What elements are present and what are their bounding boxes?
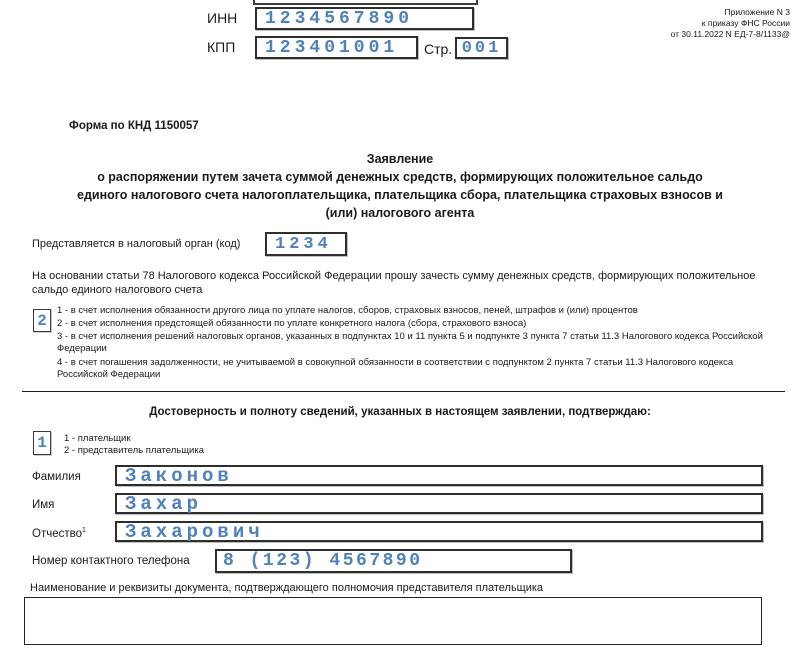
document-label: Наименование и реквизиты документа, подтверждающего полномочия представителя плательщика — [30, 582, 544, 594]
signer-choice-value: 1 — [37, 434, 47, 452]
appendix-line-1: Приложение N 3 — [724, 7, 790, 17]
inn-field[interactable] — [255, 7, 474, 30]
phone-value: 8 (123) 4567890 — [223, 551, 423, 571]
middle-name-label — [32, 527, 86, 540]
offset-option-3: 3 - в счет исполнения решений налоговых органов, указанных в подпунктах 10 и 11 пункта 5 и подпункте 3 пункта 7 статьи 11.3 Налогового кодекса Российской Федерации — [57, 331, 763, 354]
inn-label: ИНН — [207, 10, 238, 26]
middle-name-footnote-mark: 1 — [82, 527, 86, 534]
middle-name-value: Захарович — [125, 520, 264, 543]
signer-option-1: 1 - плательщик — [64, 433, 131, 444]
first-name-label: Имя — [32, 499, 55, 511]
tax-authority-code-value: 1234 — [275, 234, 332, 254]
first-name-field[interactable] — [115, 493, 763, 514]
form-title-line-1: Заявление — [366, 152, 434, 166]
page-field[interactable] — [455, 37, 508, 59]
form-title-line-2: о распоряжении путем зачета суммой денежных средств, формирующих положительное сальдо — [97, 170, 703, 184]
phone-field[interactable] — [215, 549, 572, 573]
cutoff-box-edge — [253, 0, 478, 5]
first-name-value: Захар — [125, 492, 203, 515]
section-divider — [22, 391, 785, 392]
page-label: Стр. — [424, 41, 453, 57]
offset-choice-options — [57, 305, 769, 382]
tax-authority-label: Представляется в налоговый орган (код) — [32, 238, 241, 250]
middle-name-field[interactable] — [115, 521, 763, 542]
form-code: Форма по КНД 1150057 — [69, 120, 199, 132]
signer-option-2: 2 - представитель плательщика — [64, 445, 204, 456]
offset-option-4: 4 - в счет погашения задолженности, не учитываемой в совокупной обязанности в соответствии с подпунктом 2 пункта 7 статьи 11.3 Налогового кодекса Российской Федерации — [57, 357, 734, 380]
last-name-value: Законов — [125, 464, 233, 487]
document-field[interactable] — [24, 597, 762, 645]
form-title — [0, 150, 800, 222]
appendix-note — [671, 7, 790, 40]
document-value — [25, 596, 33, 620]
confirmation-heading: Достоверность и полноту сведений, указанных в настоящем заявлении, подтверждаю: — [149, 406, 651, 418]
last-name-field[interactable] — [115, 465, 763, 486]
offset-option-2: 2 - в счет исполнения предстоящей обязанности по уплате конкретного налога (сбора, страхового взноса) — [57, 318, 527, 329]
page-value: 001 — [461, 38, 502, 58]
signer-choice-options — [64, 433, 204, 457]
appendix-line-2: к приказу ФНС России — [701, 18, 790, 28]
last-name-label: Фамилия — [32, 471, 81, 483]
form-title-line-3: единого налогового счета налогоплательщика, плательщика сбора, плательщика страховых взносов и — [77, 188, 723, 202]
kpp-value: 123401001 — [265, 37, 399, 58]
kpp-label: КПП — [207, 39, 236, 55]
kpp-field[interactable] — [255, 36, 418, 59]
basis-paragraph: На основании статьи 78 Налогового кодекса Российской Федерации прошу зачесть сумму денежных средств, формирующих положительное сальдо единого налогового счета — [32, 270, 756, 296]
signer-choice-field[interactable] — [33, 431, 51, 455]
offset-choice-field[interactable] — [33, 309, 51, 332]
inn-value: 1234567890 — [265, 8, 414, 29]
offset-option-1: 1 - в счет исполнения обязанности другого лица по уплате налогов, сборов, страховых взносов, пеней, штрафов и (или) процентов — [57, 305, 638, 316]
tax-authority-code-field[interactable] — [265, 232, 347, 256]
appendix-line-3: от 30.11.2022 N ЕД-7-8/1133@ — [670, 29, 790, 39]
middle-name-label-text: Отчество — [32, 527, 82, 540]
form-title-line-4: (или) налогового агента — [325, 206, 475, 220]
offset-choice-value: 2 — [37, 311, 47, 330]
phone-label: Номер контактного телефона — [32, 555, 190, 567]
